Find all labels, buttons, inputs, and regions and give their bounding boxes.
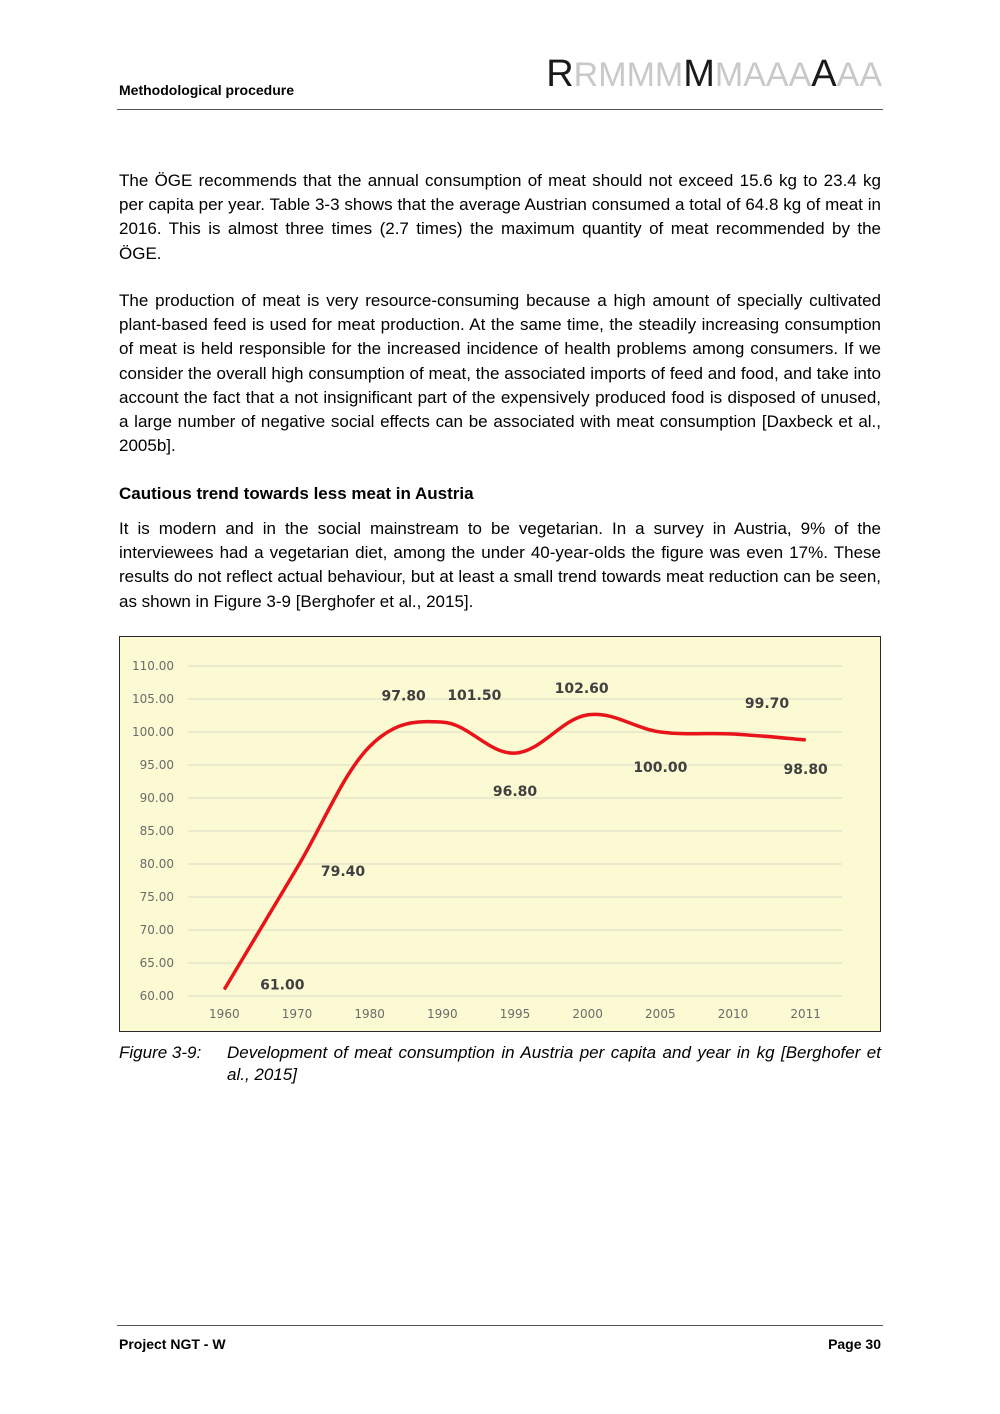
series-line xyxy=(224,714,805,989)
data-label: 97.80 xyxy=(381,688,426,705)
x-tick-label: 2000 xyxy=(572,1007,603,1021)
logo-letter: A xyxy=(788,56,812,94)
footer-page-number: Page 30 xyxy=(828,1336,881,1352)
y-tick-label: 90.00 xyxy=(139,791,174,805)
data-point xyxy=(515,753,516,754)
y-tick-label: 95.00 xyxy=(139,758,174,772)
logo-letter: A xyxy=(859,56,882,94)
y-tick-label: 65.00 xyxy=(139,956,174,970)
x-tick-label: 2010 xyxy=(717,1007,749,1021)
data-label: 101.50 xyxy=(447,688,502,705)
x-tick-label: 1995 xyxy=(499,1007,531,1021)
data-point xyxy=(587,714,588,715)
logo-letter: A xyxy=(743,56,766,94)
y-tick-label: 85.00 xyxy=(139,824,174,838)
logo-letter: M xyxy=(714,56,744,94)
data-point xyxy=(442,722,443,723)
x-tick-label: 2011 xyxy=(790,1007,821,1021)
x-tick-label: 1980 xyxy=(354,1007,385,1021)
figure-caption-label: Figure 3-9: xyxy=(119,1043,202,1062)
data-point xyxy=(805,739,806,740)
logo-letter: M xyxy=(683,53,715,95)
data-point xyxy=(369,746,370,747)
logo-letter: M xyxy=(598,56,627,94)
data-label: 61.00 xyxy=(260,977,305,994)
y-tick-label: 100.00 xyxy=(132,725,174,739)
paragraph-oge-recommendation: The ÖGE recommends that the annual consumption of meat should not exceed 15.6 kg to 23.4 kg per capita per year. Table 3-3 shows that the average Austrian consumed a total of 64.8 kg of meat in 2016. This is almost three times (2.7 times) the maximum quantity of meat recommended by the ÖGE. xyxy=(119,171,881,263)
logo-letter: R xyxy=(546,53,574,95)
company-logo xyxy=(546,55,882,93)
y-tick-label: 105.00 xyxy=(132,692,174,706)
y-tick-label: 110.00 xyxy=(132,659,174,673)
y-tick-label: 60.00 xyxy=(139,989,174,1003)
section-heading: Cautious trend towards less meat in Austria xyxy=(119,484,474,503)
footer-project-name: Project NGT - W xyxy=(119,1336,226,1352)
x-tick-label: 1990 xyxy=(427,1007,458,1021)
x-tick-label: 1960 xyxy=(209,1007,240,1021)
data-point xyxy=(224,989,225,990)
y-tick-label: 75.00 xyxy=(139,890,174,904)
footer-divider xyxy=(117,1325,883,1326)
data-label: 96.80 xyxy=(492,784,538,801)
logo-letter: A xyxy=(765,56,789,94)
paragraph-vegetarian-trend: It is modern and in the social mainstream to be vegetarian. In a survey in Austria, 9% of the interviewees had a vegetarian diet, among the under 40-year-olds the figure was even 17%. These results do not reflect actual behaviour, but at least a small trend towards meat reduction can be seen, as shown in Figure 3-9 [Berghofer et al., 2015]. xyxy=(119,519,881,611)
figure-caption-text: Development of meat consumption in Austria per capita and year in kg [Berghofer et al., 2015] xyxy=(227,1043,881,1084)
header-section-title: Methodological procedure xyxy=(119,82,295,98)
paragraph-meat-production: The production of meat is very resource-consuming because a high amount of specially cultivated plant-based feed is used for meat production. At the same time, the steadily increasing consumption of meat is held responsible for the increased incidence of health problems among consumers. If we consider the overall high consumption of meat, the associated imports of feed and food, and take into account the fact that a not insignificant part of the expensively produced food is disposed of unused, a large number of negative social effects can be associated with meat consumption [Daxbeck et al., 2005b]. xyxy=(119,291,881,456)
y-tick-label: 70.00 xyxy=(139,923,174,937)
data-point xyxy=(297,867,298,868)
data-point xyxy=(660,732,661,733)
data-label: 98.80 xyxy=(783,761,828,778)
meat-consumption-chart xyxy=(119,636,881,1032)
data-label: 100.00 xyxy=(633,760,688,776)
chart-canvas xyxy=(120,637,882,1033)
header-divider xyxy=(117,109,883,110)
data-point xyxy=(733,733,734,734)
x-tick-label: 2005 xyxy=(645,1007,676,1021)
data-label: 79.40 xyxy=(320,863,366,880)
data-label: 102.60 xyxy=(554,680,609,697)
logo-letter: R xyxy=(573,56,599,94)
logo-letter: M xyxy=(626,56,655,94)
logo-letter: M xyxy=(654,56,684,94)
y-tick-label: 80.00 xyxy=(139,857,174,871)
logo-letter: A xyxy=(836,56,860,94)
data-label: 99.70 xyxy=(744,695,790,712)
x-tick-label: 1970 xyxy=(281,1007,313,1021)
logo-letter: A xyxy=(811,53,837,95)
